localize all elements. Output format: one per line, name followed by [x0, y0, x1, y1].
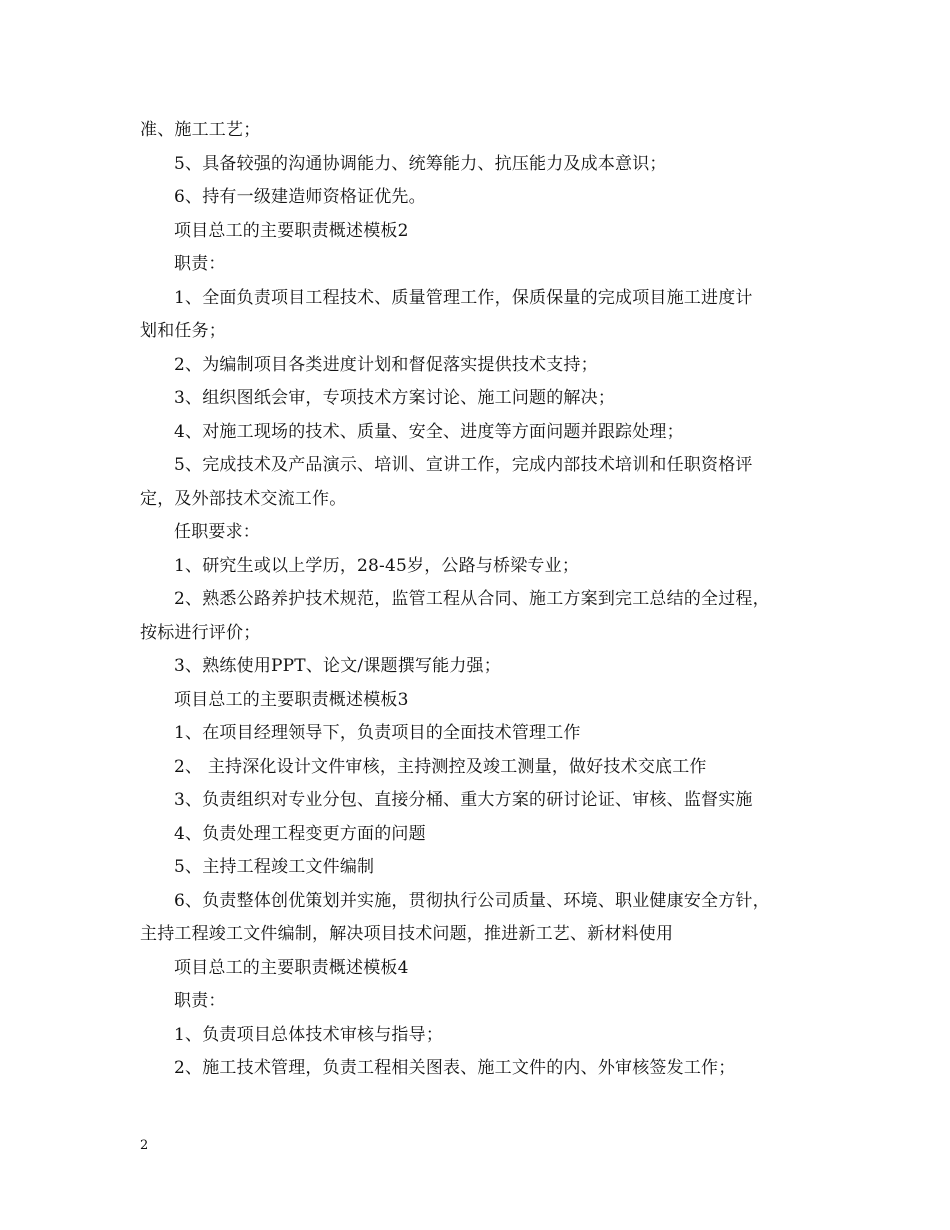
text-line: 1、在项目经理领导下，负责项目的全面技术管理工作: [174, 723, 581, 743]
text-line: 定，及外部技术交流工作。: [140, 488, 347, 509]
text-line: 5、具备较强的沟通协调能力、统筹能力、抗压能力及成本意识；: [174, 153, 667, 174]
text-line: 主持工程竣工文件编制，解决项目技术问题，推进新工艺、新材料使用: [140, 924, 674, 944]
text-line: 5、完成技术及产品演示、培训、宣讲工作，完成内部技术培训和任职资格评: [174, 455, 753, 475]
text-line: 1、负责项目总体技术审核与指导；: [174, 1024, 444, 1045]
page-number: 2: [140, 1138, 149, 1153]
text-line: 任职要求：: [174, 522, 260, 542]
text-line: 职责：: [174, 991, 226, 1011]
text-line: 3、负责组织对专业分包、直接分桶、重大方案的研讨论证、审核、监督实施: [174, 790, 753, 810]
text-line: 职责：: [174, 254, 226, 274]
text-line: 按标进行评价；: [140, 622, 261, 643]
text-line: 1、研究生或以上学历，28-45岁，公路与桥梁专业；: [174, 555, 580, 576]
text-line: 6、负责整体创优策划并实施，贯彻执行公司质量、环境、职业健康安全方针，: [174, 890, 770, 911]
text-line: 5、主持工程竣工文件编制: [174, 857, 375, 877]
text-line: 划和任务；: [140, 321, 226, 341]
text-line: 6、持有一级建造师资格证优先。: [174, 187, 426, 207]
text-line: 3、组织图纸会审，专项技术方案讨论、施工问题的解决；: [174, 388, 616, 408]
text-line: 项目总工的主要职责概述模板3: [174, 689, 409, 710]
text-line: 2、为编制项目各类进度计划和督促落实提供技术支持；: [174, 354, 598, 375]
text-line: 2、熟悉公路养护技术规范，监管工程从合同、施工方案到完工总结的全过程，: [174, 589, 770, 609]
text-line: 4、负责处理工程变更方面的问题: [174, 823, 426, 844]
text-line: 2、 主持深化设计文件审核，主持测控及竣工测量，做好技术交底工作: [174, 756, 707, 777]
document-body: [140, 114, 830, 1086]
text-line: 准、施工工艺；: [140, 120, 261, 140]
text-line: 4、对施工现场的技术、质量、安全、进度等方面问题并跟踪处理；: [174, 421, 684, 442]
text-line: 1、全面负责项目工程技术、质量管理工作，保质保量的完成项目施工进度计: [174, 287, 753, 308]
text-line: 项目总工的主要职责概述模板2: [174, 220, 409, 241]
text-line: 项目总工的主要职责概述模板4: [174, 957, 409, 978]
text-line: 2、施工技术管理，负责工程相关图表、施工文件的内、外审核签发工作；: [174, 1058, 736, 1078]
text-line: 3、熟练使用PPT、论文/课题撰写能力强；: [174, 656, 501, 676]
